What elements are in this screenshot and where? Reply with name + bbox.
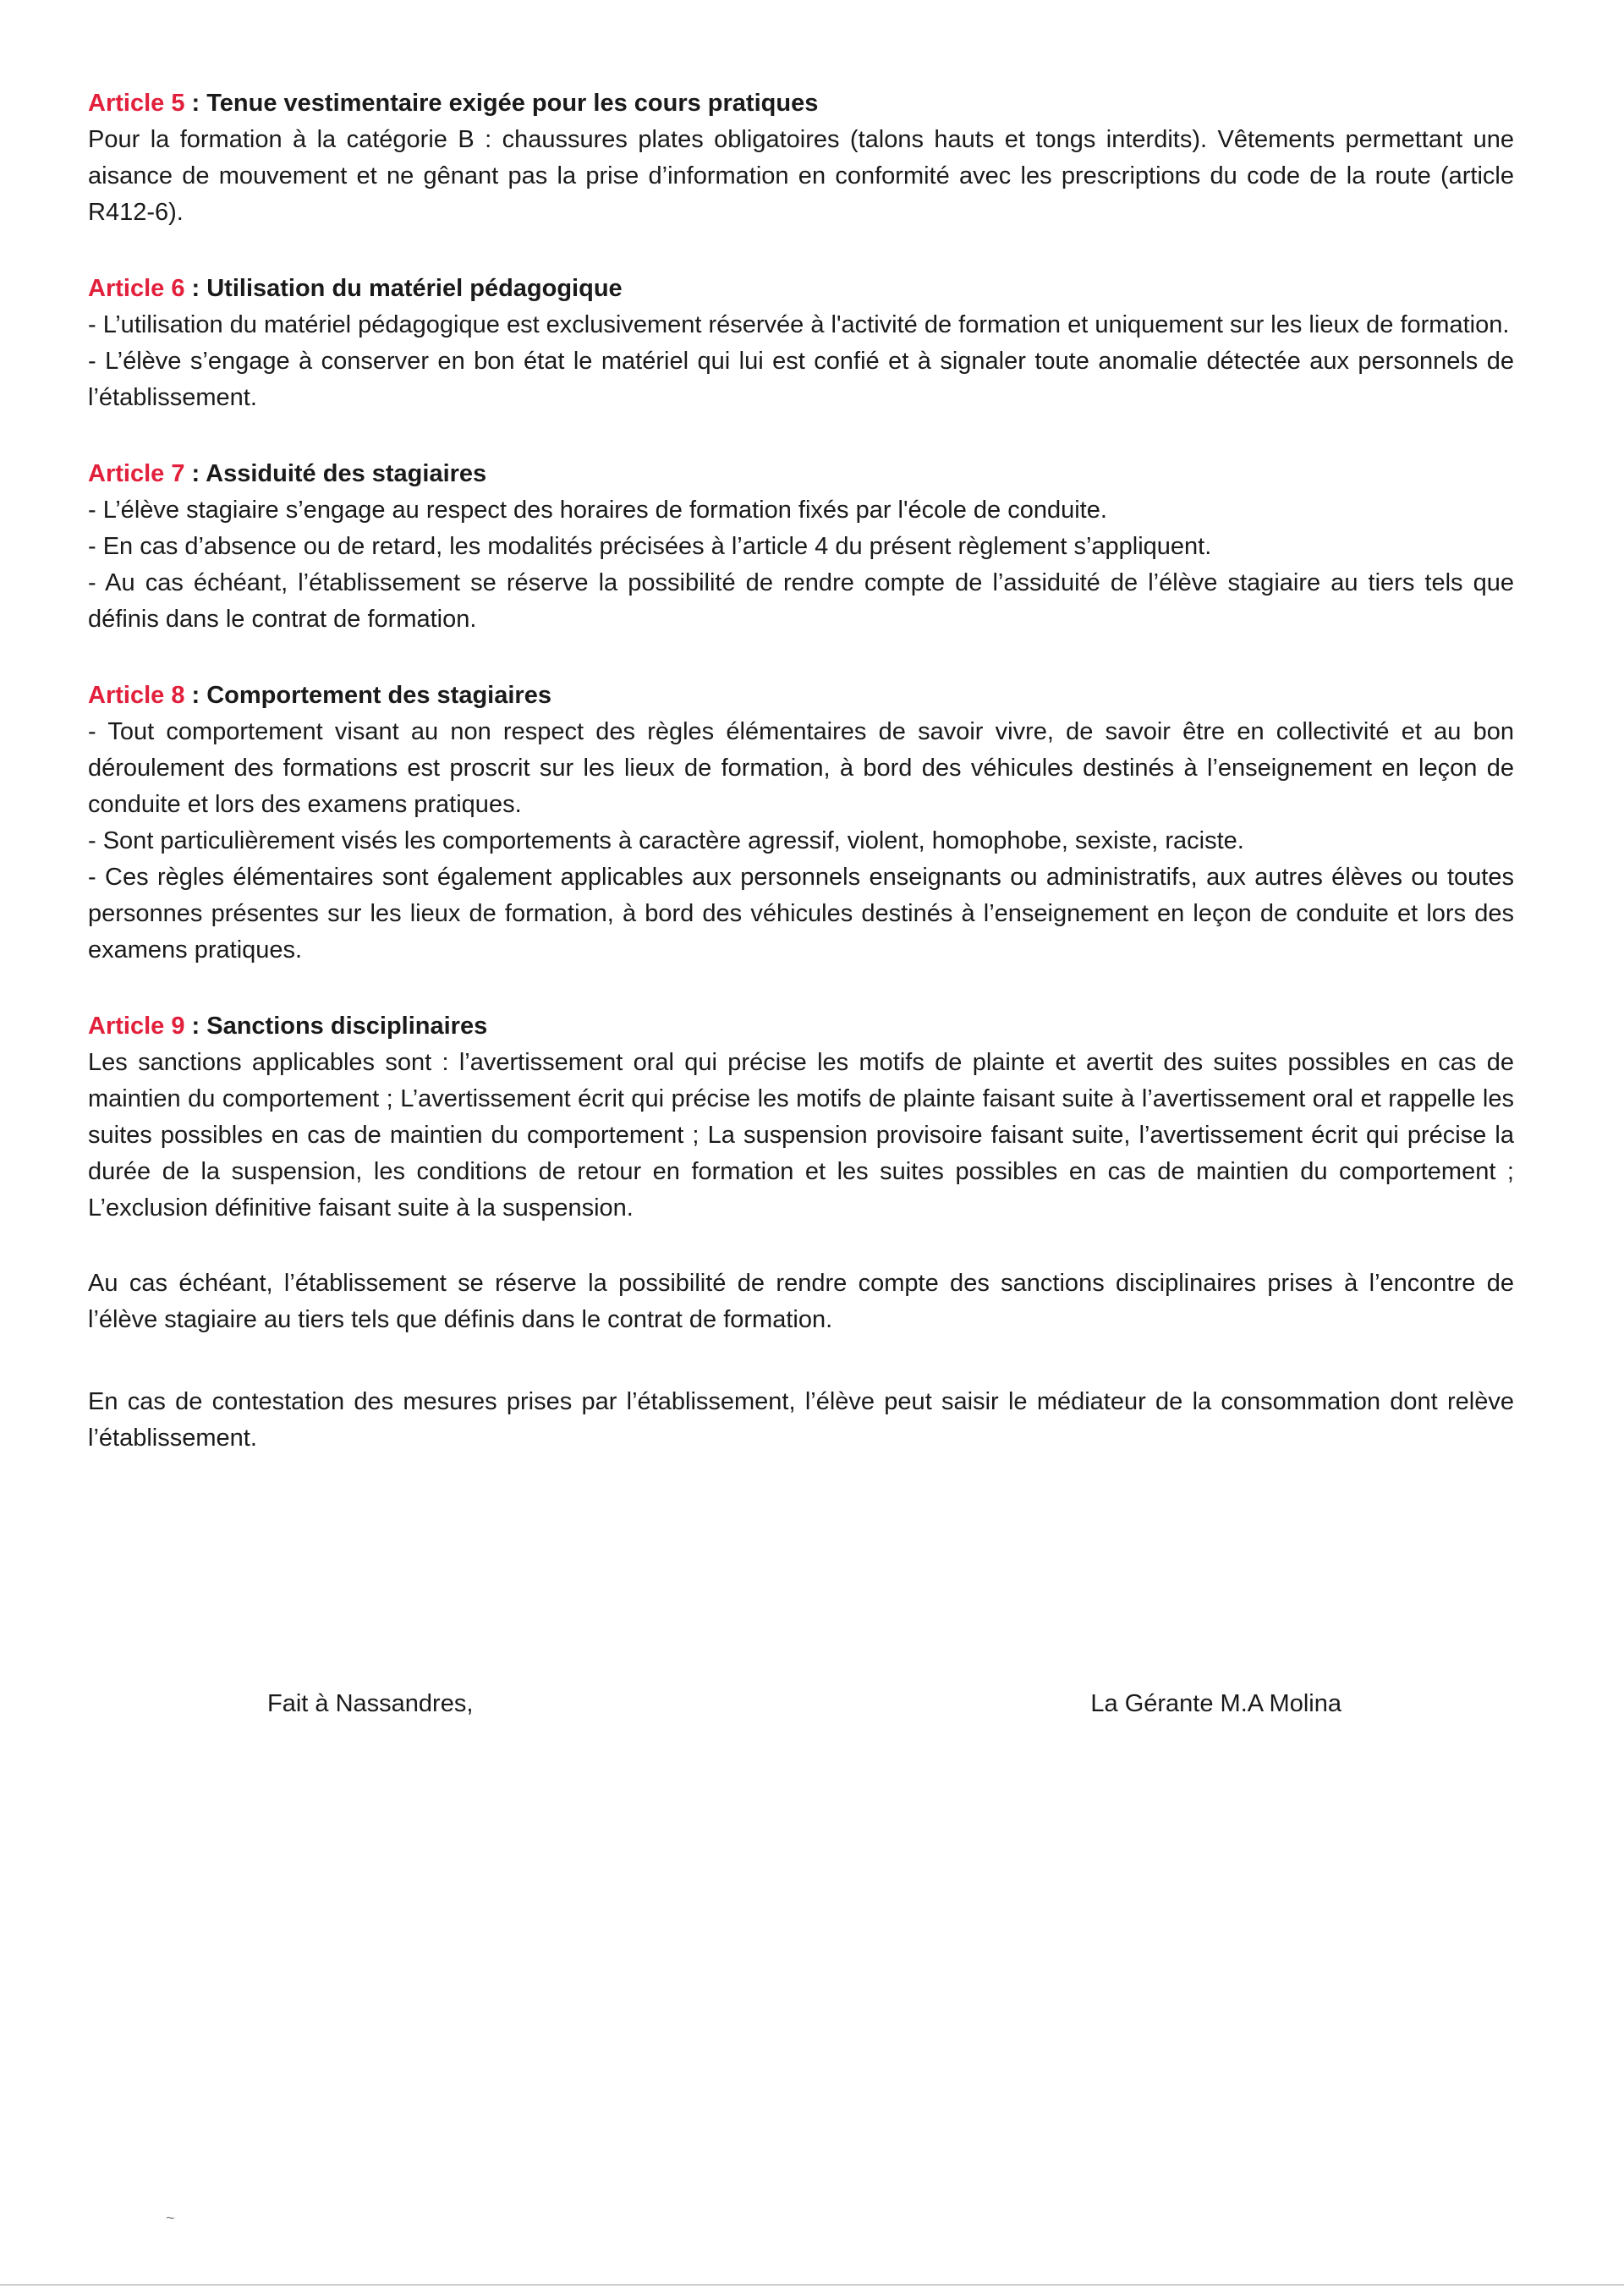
signature-signatory: La Gérante M.A Molina [1090, 1690, 1341, 1717]
article-paragraph: - Ces règles élémentaires sont également applicables aux personnels enseignants ou administratifs, aux autres élèves ou toutes personnes présentes sur les lieux de formation, à bord des véhicules destinés à l’enseignement en leçon de conduite et lors des examens pratiques. [88, 864, 1514, 964]
signature-block [267, 1685, 1341, 1722]
article-heading [88, 677, 1514, 714]
article-7 [88, 455, 1514, 638]
article-number: Article 7 [88, 460, 185, 487]
article-paragraph: - Au cas échéant, l’établissement se réserve la possibilité de rendre compte de l’assiduité de l’élève stagiaire au tiers tels que définis dans le contrat de formation. [88, 569, 1514, 633]
article-5 [88, 85, 1514, 231]
article-paragraph: - Tout comportement visant au non respect des règles élémentaires de savoir vivre, de savoir être en collectivité et au bon déroulement des formations est proscrit sur les lieux de formation, à bord des véhicules destinés à l’enseignement en leçon de conduite et lors des examens pratiques. [88, 718, 1514, 818]
article-number: Article 6 [88, 275, 185, 302]
article-paragraph: Les sanctions applicables sont : l’avertissement oral qui précise les motifs de plainte et avertit des suites possibles en cas de maintien du comportement ; L’avertissement écrit qui précise les motifs de plainte faisant suite à l’avertissement oral et rappelle les suites possibles en cas de maintien du comportement ; La suspension provisoire faisant suite, l’avertissement écrit qui précise la durée de la suspension, les conditions de retour en formation et les suites possibles en cas de maintien du comportement ; L’exclusion définitive faisant suite à la suspension. [88, 1049, 1514, 1222]
closing-paragraph-mediation: En cas de contestation des mesures prises par l’établissement, l’élève peut saisir le médiateur de la consommation dont relève l’établissement. [88, 1388, 1514, 1452]
article-title: : Utilisation du matériel pédagogique [184, 275, 623, 302]
signature-place: Fait à Nassandres, [267, 1690, 474, 1717]
article-paragraph: - Sont particulièrement visés les comportements à caractère agressif, violent, homophobe, sexiste, raciste. [88, 827, 1244, 854]
page-bottom-edge [0, 2284, 1624, 2286]
scan-speck-icon: ~ [166, 2210, 175, 2226]
article-title: : Tenue vestimentaire exigée pour les cours pratiques [184, 90, 819, 117]
article-title: : Sanctions disciplinaires [184, 1013, 488, 1040]
article-heading [88, 270, 1514, 307]
document-body [88, 85, 1514, 1502]
article-paragraph: - En cas d’absence ou de retard, les modalités précisées à l’article 4 du présent règlement s’appliquent. [88, 533, 1212, 560]
article-number: Article 5 [88, 90, 185, 117]
article-heading [88, 1007, 1514, 1045]
article-6 [88, 270, 1514, 416]
article-heading [88, 85, 1514, 122]
article-title: : Assiduité des stagiaires [184, 460, 487, 487]
article-8 [88, 677, 1514, 969]
article-paragraph: - L’élève stagiaire s’engage au respect des horaires de formation fixés par l'école de conduite. [88, 497, 1107, 524]
article-heading [88, 455, 1514, 492]
article-title: : Comportement des stagiaires [184, 682, 551, 709]
article-paragraph: - L’élève s’engage à conserver en bon état le matériel qui lui est confié et à signaler toute anomalie détectée aux personnels de l’établissement. [88, 348, 1514, 411]
article-paragraph: - L’utilisation du matériel pédagogique est exclusivement réservée à l'activité de formation et uniquement sur les lieux de formation. [88, 311, 1510, 338]
article-number: Article 8 [88, 682, 185, 709]
article-number: Article 9 [88, 1013, 185, 1040]
article-paragraph: Pour la formation à la catégorie B : chaussures plates obligatoires (talons hauts et tongs interdits). Vêtements permettant une aisance de mouvement et ne gênant pas la prise d’information en conformité avec les prescriptions du code de la route (article R412-6). [88, 126, 1514, 226]
closing-paragraph-sanctions: Au cas échéant, l’établissement se réserve la possibilité de rendre compte des sanctions disciplinaires prises à l’encontre de l’élève stagiaire au tiers tels que définis dans le contrat de formation. [88, 1270, 1514, 1333]
article-9 [88, 1007, 1514, 1227]
